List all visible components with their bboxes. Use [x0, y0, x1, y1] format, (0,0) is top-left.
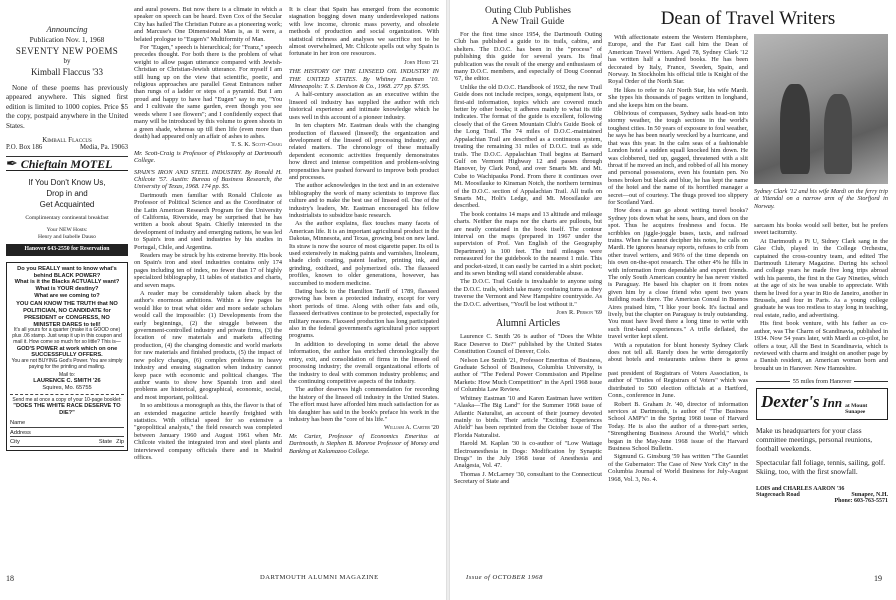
reviewer-signature: William A. Carter '20: [384, 424, 439, 432]
announcement-body: None of these poems has previously appeared anywhere. This signed first edition is limited to 1000 copies. Price $5 the copy, postpaid anywhere in the United States.: [6, 84, 128, 130]
review-column-2: [134, 6, 282, 568]
motel-name: Chieftain MOTEL: [20, 156, 113, 171]
alumni-entry: Thomas J. McLarney '30, consultant to the Connecticut Secretary of State and: [454, 470, 602, 486]
ad-send-request: Send me at once a copy of your 10-page booklet:: [12, 396, 122, 403]
photo-figure-sydney: [780, 84, 810, 174]
dexters-pitch: Make us headquarters for your class committee meetings, personal reunions, football weekends.: [756, 426, 873, 454]
review-paragraph: and aural powers. But now there is a climate in which a speaker on speech can be heard. Even Cox of the Secular City has hailed The Christian Future as a pioneering work; and Marcuse's One Dimensional Man is, as it were, a belated prologue to "Eugen's" Multiformity of Man.: [134, 6, 282, 43]
article-paragraph: He likes to refer to Air North Star, his wife Mardi. She types his thousands of pages written in longhand, and she keeps him on the beam.: [608, 86, 748, 109]
page-number-right: 19: [874, 574, 882, 583]
review-paragraph: Dartmouth men familiar with Ronald Chilcote as Professor of Political Science and as the Coordinator of the Latin American Research Program for the University of California, Riverside, may be surprised that he has written a book about Spain. Chiefly interested in the development of industry and emerging nations, he was led to Spain's iron and steel industries by his studies in Portugal, Chile, and Argentina.: [134, 191, 282, 251]
outing-title-2: A New Trail Guide: [491, 17, 565, 27]
motel-tagline-2: Drop in and: [46, 189, 88, 199]
review-paragraph: Readers may be struck by his extreme brevity. His book on Spain's iron and steel industries contains only 174 pages including ten of index, no fewer than 17 of highly specialized bibliography, 11 tables of statistics and charts, and seven maps.: [134, 252, 282, 289]
page-number-left: 18: [6, 574, 14, 583]
article-paragraph: The book contains 14 maps and 13 altitude and mileage charts. Neither the maps nor the charts are pullouts, but are neatly contained in the book itself. The contour interval on the maps (prepared in 1967 under the supervision of Prof. Van English of the Geography Department) is 100 feet. The trail mileages were remeasured for the guidebook to the nearest 1 mile. This and pocket-sized, it can easily be carried in a shirt pocket; and its sewn binding will stand considerable abuse.: [454, 210, 602, 277]
review-paragraph: It is clear that Spain has emerged from the economic stagnation bogging down many underdeveloped nations with low income, chronic mass poverty, and obsolete methods of production and social organization. With statistical richness and analyses we sacrifice not to be almost overwhelmed, Mr. Chilcote spells out why Spain is fortunate in her iron ore resources.: [289, 6, 439, 58]
outing-title-1: Outing Club Publishes: [484, 6, 572, 16]
dean-column-1: [608, 34, 748, 362]
dean-article-title: Dean of Travel Writers: [660, 8, 836, 29]
outing-club-column: [454, 6, 602, 568]
alumni-entry: Harold M. Kaplan '30 is co-author of "Low Wattage Electroanesthesia in Dogs: Modification by Synaptic Drugs" in the July 1968 issue of Anesthesia and Analgesia, Vol. 47.: [454, 440, 602, 470]
article-paragraph: His first book venture, with his father as co-author, was The Charm of Scandinavia, published in 1934. Now 54 years later, with Mardi as co-pilot, he offers a tour, All the Best in Scandinavia, which is reviewed with charm and insight on another page by a Danish resident, an American woman born and brought up in Hanover, New Hampshire.: [754, 320, 888, 370]
motel-hosts: Henry and Isabelle Dauso: [38, 234, 96, 241]
article-paragraph: With affectionate esteem the Western Hemisphere, Europe, and the Far East call him the Dean of American Travel Writers. Aged 78, Sydney Clark '12 has written half a hundred books. He has been decorated by Italy, France, Sweden, Spain, and Norway. In Stockholm his official title is Knight of the Royal Order of the North Star.: [608, 34, 748, 86]
ad-question-3: What is YOUR destiny?: [35, 285, 99, 292]
address-field-label: Address: [10, 429, 31, 436]
book-citation: SPAIN'S IRON AND STEEL INDUSTRY. By Ronald H. Chilcote '57. Austin: Bureau of Business Research, the University of Texas, 1968. 174 pp. $5.: [134, 168, 282, 191]
article-paragraph: Unlike the old D.O.C. Handbook of 1932, the new Trail Guide does not include recipes, songs, equipment lists, or first-aid information, topics which are covered much better by other books; it adheres mainly to what its title indicates. The format of the guide is excellent, following closely that of the Green Mountain Club's Guide Book of the Long Trail. The 74 miles of D.O.C.-maintained Appalachian Trail are described as a continuous system, treating the remaining 31 miles of D.O.C. trail as side trails. The D.O.C. Appalachian Trail begins at Barnard Gulf on Vermont Highway 12 and passes through Hanover, by Clark Pond, and over Smarts Mt. and Mt. Cube to Wachipauka Pond. From there it continues over Mt. Moosilauke to Kinsman Notch, the northern terminus of the D.O.C. section of Appalachian Trail. All trails on Smarts Mt., Holt's Ledge, and Mt. Moosilauke are described.: [454, 83, 602, 210]
review-paragraph: As the author explains, flax touches many facets of American life. It is an important agricultural product in the Dakotas, Minnesota, and Texas, growing best on new land. Its straw is now the source of most cigarette paper. Its oil is used extensively in making paints and varnishes, linoleum, shade cloth coating, patent leather, printing ink, and grinding, oxidized, and polymerized oils. The flaxseed profiles, known to older generations, however, has succumbed to modern medicine.: [289, 220, 439, 287]
dexters-season: Spectacular fall foliage, tennis, sailing, golf. Skiing, too, with the first snowfall.: [756, 457, 886, 476]
publisher-name: Kimball Flaccus: [42, 136, 92, 145]
motel-tagline-1: If You Don't Know Us,: [28, 178, 106, 188]
alumni-entry: past president of Registrars of Voters Association, is author of "Duties of Registrars of Voters" which was distributed to 500 election officials at a Hartford, Conn., conference in June.: [608, 370, 748, 400]
ad-question-1: Do you REALLY want to know what's behind BLACK POWER?: [17, 265, 117, 279]
alumni-entry: Whitney Eastman '10 and Karen Eastman have written "Alaska—The Big Land" for the Summer 1968 issue of Atlantic Naturalist, an account of their journey devoted mainly to birds. Their article "Exciting Experiences Afield" has been reprinted from the October issue of The Florida Naturalist.: [454, 394, 602, 439]
article-paragraph: With a reputation for blunt honesty Sydney Clark does not tell all. Rarely does he write derogatorily about hotels and restaurants unless there is gross: [608, 341, 748, 362]
ads-column: [6, 24, 128, 570]
poems-announcement: [6, 24, 128, 152]
announcing-date: Publication Nov. 1, 1968: [29, 35, 105, 44]
dexters-name: Dexter's: [761, 392, 820, 411]
review-column-3: [289, 6, 439, 568]
article-paragraph: For the first time since 1954, the Dartmouth Outing Club has published a guide to its trails, cabins, and shelters. The D.O.C. has been in the "process" of publishing this guide for several years. Its final publication was the result of the energy and enthusiasm of many D.O.C. members, and especially of Doug Coonrad '67, the editor.: [454, 31, 602, 83]
alumni-entry: Nelson Lee Smith '21, Professor Emeritus of Business, Graduate School of Business, Columbia University, is author of "The Federal Power Commission and Pipeline Markets: How Much Competition" in the April 1968 issue of Columbia Law Review.: [454, 356, 602, 394]
motel-logo: [6, 156, 128, 172]
reviewer-note: Mr. Carter, Professor of Economics Emeritus at Dartmouth, is Stephen B. Monroe Professor of Money and Banking at Kalamazoo College.: [289, 432, 439, 455]
address-box: P.O. Box 186: [6, 144, 43, 152]
zip-field-label: Zip: [116, 439, 124, 446]
reviewer-note: Mr. Scott-Craig is Professor of Philosophy at Dartmouth College.: [134, 149, 282, 165]
address-city: Media, Pa. 19063: [80, 144, 128, 152]
dexters-distance: 55 miles from Hanover: [756, 378, 888, 385]
ad-question-2: What is it the Blacks ACTUALLY want?: [14, 279, 120, 286]
ad-gods-power: GOD'S POWER at work which on one SUCCESSFULLY OFFERS.: [16, 345, 118, 359]
ad-contact-name: LAURENCE C. SMITH '26: [33, 378, 101, 385]
article-paragraph: Oblivious of compasses, Sydney sails head-on into stormy weather, the tough sections in the world's toughest cities. In 50 years of exposure to foul weather, he says he has been nearly wrecked by a hurricane, and that was this year. In the calm seas of a fashionable London hotel a sudden squall knocked him down. He was clobbered, tied up, gagged, threatened with a slit throat if he moved an inch, and robbed of all his money and personal possessions, even his fountain pen. No bones broken but black and blue, he has kept the name of the hotel and the name of its horrified manager a secret—out of courtesy. The thugs proved too slippery for Scotland Yard.: [608, 110, 748, 206]
issue-footer: Issue of OCTOBER 1968: [466, 574, 543, 581]
motel-ad: [6, 156, 128, 256]
review-paragraph: A half-century association as an executive within the linseed oil industry has supplied the author with rich historical experience and intimate knowledge which he uses well in this account of a pioneer industry.: [289, 91, 439, 121]
review-paragraph: A reader may be considerably taken aback by the author's enormous ambitions. Within a few pages he would like to treat what older and more sedate scholars would call the impossible: (1) Developments from the early beginnings, (2) the struggle between the government-controlled industry and private firms, (3) the location of raw materials and markets affecting production, (4) the changing domestic and world markets for raw materials and finished products, (5) the impact of new policy changes, (6) complex problems in heavy industry and ensuing stagnation when industry cannot keep pace with economic and political changes. The author wants to show how Spanish iron and steel problems are historical, geographical, economic, social, and most important, political.: [134, 290, 282, 401]
dexters-box: [756, 388, 888, 420]
review-paragraph: Dating back to the Hamilton Tariff of 1789, flaxseed growing has been a protected industry, except for very short periods of time. Along with other fats and oils, flaxseed derivatives continue to be protected, especially for military reasons. Flaxseed production has long participated also in the federal government's agricultural price support programs.: [289, 288, 439, 340]
ad-booklet-title: "DOES THE WHITE RACE DESERVE TO DIE?": [13, 403, 121, 417]
book-citation: THE HISTORY OF THE LINSEED OIL INDUSTRY IN THE UNITED STATES. By Whitney Eastman '10. Minneapolis: T. S. Denison & Co., 1968. 277 pp. $7.95.: [289, 68, 439, 91]
dexters-logo: [761, 393, 883, 415]
article-paragraph: At Dartmouth a Pi U, Sidney Clark sang in the Glee Club, played in the College Orchestra, captained the cross-country team, and edited The Dartmouth Literary Magazine. During his school and college years he made five long trips abroad with his parents, the first in the Gay Nineties, which at the age of six he was unable to appreciate. With them he lived for a year in Rio de Janeiro, another in Brussels, and four in Paris. As a young college graduate he was too restless to stay long in teaching, real estate, radio, and advertising.: [754, 237, 888, 319]
dexters-phone: Phone: 603-763-5571: [834, 498, 888, 505]
review-paragraph: In so ambitious a monograph as this, the flavor is that of an extended magazine article heavily freighted with statistics. With official speed for so extensive a "geopolitical analysis," the field research was completed between January 1960 and August 1961 when Mr. Chilcote visited the integrated iron and steel plants and interviewed company officials there and in Madrid offices.: [134, 402, 282, 461]
feather-icon: ✒: [6, 156, 18, 172]
dean-column-2: [754, 222, 888, 370]
motel-hosts-label: Your NEW Hosts:: [46, 226, 88, 233]
article-paragraph: sarcasm his books would sell better, but he prefers sweet taciturnity.: [754, 222, 888, 237]
motel-phone: Hanover 643-2550 for Reservation: [6, 244, 128, 255]
announcing-label: Announcing: [46, 24, 88, 34]
reviewer-signature: T. S. K. Scott-Craig: [231, 141, 282, 149]
review-paragraph: In ten chapters Mr. Eastman deals with the changing production of flaxseed (linseed); the organization and development of the linseed oil processing industry; and related matters. The chronology of these mutually dependent economic activities frequently demonstrates how direct and intense competition and problem-solving propensities have pushed forward to improve both product and processes.: [289, 122, 439, 181]
publisher-address: [6, 144, 128, 151]
review-paragraph: The author acknowledges in the text and in an extensive bibliography the work of many scientists to improve flax culture and to make the best use of linseed oil. One of the industry's leaders, Mr. Eastman encouraged his fellow industrialists to subsidize basic research.: [289, 182, 439, 219]
name-field-label: Name: [10, 419, 26, 426]
motel-tagline-3: Get Acquainted: [39, 200, 95, 210]
booklet-ad: [6, 262, 128, 451]
spine-gutter: [446, 0, 450, 600]
coupon-form: [10, 420, 124, 447]
coupon-cut-line: [10, 394, 124, 395]
ad-headline: YOU CAN KNOW THE TRUTH that NO POLITICIAN, NO CANDIDATE for PRESIDENT or CONGRESS, NO MINISTER DARES to tell!: [16, 301, 118, 328]
alumni-entry: Laurence C. Smith '26 is author of "Does the White Race Deserve to Die?" published by the United States Constitution Council of Denver, Colo.: [454, 333, 602, 356]
alumni-entry: Robert B. Graham Jr. '40, director of information services at Dartmouth, is author of "The Business School AMP's" in the Spring 1968 issue of Harvard Today. He is also the author of a three-part series, "Strengthening Business Around the World," which began in the May-June 1968 issue of the Harvard Business School Bulletin.: [608, 400, 748, 453]
dexters-road: Stagecoach Road: [756, 492, 800, 499]
alumni-column-2: [608, 370, 748, 568]
ad-mail-to: Mail to:: [58, 371, 76, 378]
review-paragraph: The author deserves high commendation for recording the history of the linseed oil industry in the United States. The effort must have afforded him much satisfaction for as his daughter has said in the book's preface his work in the industry has been the "core of his life.": [289, 386, 439, 423]
ad-note: You are not BUYING God's Power. You are simply paying for the printing and mailing.: [11, 358, 123, 370]
article-paragraph: The D.O.C. Trail Guide is invaluable to anyone using the D.O.C. trails, which take many confusing turns as they traverse the Vermont and New Hampshire countryside. As the D.O.C. advertises, "You'll be lost without it.": [454, 278, 602, 308]
dexters-location: at Mount Sunapee: [845, 403, 868, 415]
alumni-entry: Sigmund G. Ginsburg '59 has written "The Gauntlet of the Gubernator: The Case of New York City" in the Columbia Journal of World Business for July-August 1968, Vol. 3, No. 4.: [608, 453, 748, 483]
photo-figure-mardi: [824, 94, 852, 174]
city-field-label: City: [10, 439, 20, 446]
alumni-articles-title: Alumni Articles: [495, 318, 561, 330]
by-label: by: [63, 57, 71, 65]
ad-question-4: What are we coming to?: [34, 292, 100, 299]
book-author: Kimball Flaccus '33: [30, 67, 104, 77]
magazine-footer: DARTMOUTH ALUMNI MAGAZINE: [260, 574, 379, 581]
dexters-owners: LOIS and CHARLES AARON '36: [756, 486, 845, 493]
ad-contact-town: Squires, Mo. 65755: [42, 385, 92, 391]
dexters-inn: Inn: [822, 395, 843, 410]
motel-breakfast: Complimentary continental breakfast: [25, 215, 109, 222]
reviewer-signature: John Hurd '21: [404, 58, 439, 66]
dexters-inn-ad: [756, 378, 888, 568]
review-paragraph: In addition to developing in some detail the above information, the author has enriched chronologically the entry, exit, and consolidation of firms in the linseed oil processing industry; the overall organizational efforts of the industry to deal with common industry problems; and the continuing competitive aspects of the industry.: [289, 340, 439, 385]
state-field-label: State: [98, 439, 113, 446]
travel-writers-photo: [754, 34, 888, 184]
article-signature: John R. Person '69: [556, 309, 602, 317]
photo-caption: Sydney Clark '12 and his wife Mardi on the ferry trip at Yttendal on a narrow arm of the Storfjord in Norway.: [754, 188, 888, 210]
dexters-town: Sunapee, N.H.: [851, 492, 888, 499]
ad-offer: It's all yours for a quarter (make it a GOOD one) plus .06 stamp. Just wrap it up in this coupon and mail it. How come so much for so little? This is—: [12, 327, 122, 345]
review-paragraph: For "Eugen," speech is hierarchical; for "Franz," speech precedes thought. For both there is the problem of what weight to allow pagan utterance compared with Jewish-Christian or Christian-Jewish utterance. For myself I am still hung up on the view that scientific, poetic, and religious approaches are parallel Great Entrances rather than rungs of a ladder or steps of a pyramid. But I am proud and happy to have had "Eugen" say to me, "You and I cultivate the same garden, even though you see weeds where I see flowers"; and I confidently expect that many will be introduced by this volume to green shoots in a green shade, whereas up till then life (even more than death) had appeared only an affair of ashes to ashes.: [134, 44, 282, 140]
article-paragraph: How does a man go about writing travel books? Sydney jots down what he sees, hears, and does on the spot. Thus he acquires freshness and focus. He scribbles on jiggle-joggle buses, taxis, and railroad trains. When he cannot decipher his notes, he calls on Mardi. He ignores hearsay reports, refuses to crib from other travel writers, and 96% of the time depends on his own on-the-spot research. The other 4% he fills in with information from dependable and expert friends. The only South American country he has never visited is Paraguay. He based his chapter on it from notes given him by a close friend who spent two years building roads there. The American Consul in Buenos Aires praised him, "I like your book. It's factual and lively, but the chapter on Paraguay is truly outstanding. You must have lived there a long time to write with such first-hand experiences." A trifle deflated, the travel writer kept silent.: [608, 207, 748, 341]
book-title: SEVENTY NEW POEMS: [15, 46, 119, 56]
